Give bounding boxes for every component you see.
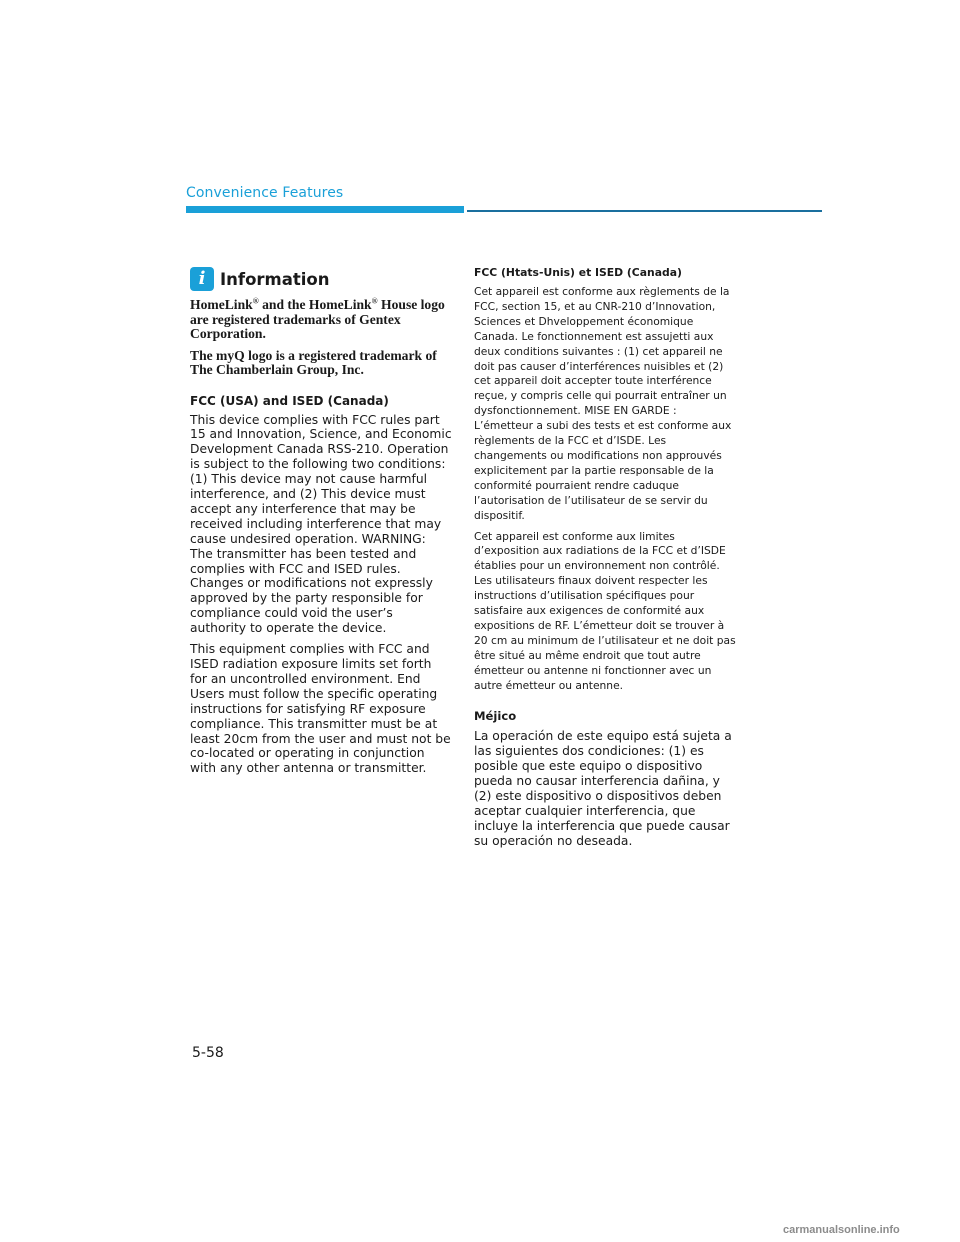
header-rule-thin bbox=[467, 210, 822, 212]
myq-trademark-note: The myQ logo is a registered trademark of The Chamberlain Group, Inc. bbox=[190, 347, 437, 377]
homelink-trademark-note: HomeLink® and the HomeLink® House logo are registered trademarks of Gentex Corporation. bbox=[190, 296, 445, 341]
fcc-fr-paragraph-1: Cet appareil est conforme aux règlements de la FCC, section 15, et au CNR-210 d’Innovation, Sciences et Dhveloppement économique Canada. Le fonctionnement est assujetti aux deux conditions suivantes : (1) cet appareil ne doit pas causer d’interférences nuisibles et (2) cet appareil doit accepter toute interférence reçue, y compris celle qui pourrait entraîner un dysfonctionnement. MISE EN GARDE : L’émetteur a subi des tests et est conforme aux règlements de la FCC et d’ISDE. Les changements ou modifications non approuvés explicitement par la partie responsable de la conformité pourraient rendre caduque l’autorisation de l’utilisateur de se servir du dispositif. bbox=[474, 285, 732, 522]
fcc-fr-heading: FCC (Htats-Unis) et ISED (Canada) bbox=[474, 266, 682, 279]
right-column bbox=[474, 266, 736, 849]
left-column bbox=[190, 266, 452, 782]
information-header bbox=[190, 266, 452, 292]
section-title: Convenience Features bbox=[186, 185, 344, 201]
header-rule-thick bbox=[186, 206, 464, 213]
page-number: 5-58 bbox=[192, 1045, 224, 1061]
watermark: carmanualsonline.info bbox=[783, 1224, 900, 1236]
fcc-usa-heading: FCC (USA) and ISED (Canada) bbox=[190, 393, 389, 408]
mexico-paragraph: La operación de este equipo está sujeta a las siguientes dos condiciones: (1) es posible que este equipo o dispositivo pueda no causar interferencia dañina, y (2) este dispositivo o dispositivos deben aceptar cualquier interferencia, que incluye la interferencia que puede causar su operación no deseada. bbox=[474, 729, 732, 848]
information-title: Information bbox=[220, 269, 330, 289]
fcc-fr-paragraph-2: Cet appareil est conforme aux limites d’exposition aux radiations de la FCC et d’ISDE établies pour un environnement non contrôlé. Les utilisateurs finaux doivent respecter les instructions d’utilisation spécifiques pour satisfaire aux exigences de conformité aux expositions de RF. L’émetteur doit se trouver à 20 cm au minimum de l’utilisateur et ne doit pas être situé au même endroit que tout autre émetteur ou antenne ni fonctionner avec un autre émetteur ou antenne. bbox=[474, 529, 736, 692]
info-icon: i bbox=[190, 267, 214, 291]
mexico-heading: Méjico bbox=[474, 709, 517, 724]
fcc-usa-paragraph-2: This equipment complies with FCC and ISED radiation exposure limits set forth for an uncontrolled environment. End Users must follow the specific operating instructions for satisfying RF exposure compliance. This transmitter must be at least 20cm from the user and must not be co-located or operating in conjunction with any other antenna or transmitter. bbox=[190, 642, 451, 776]
fcc-usa-paragraph-1: This device complies with FCC rules part 15 and Innovation, Science, and Economic Development Canada RSS-210. Operation is subject to the following two conditions: (1) This device may not cause harmful interference, and (2) This device must accept any interference that may be received including interference that may cause undesired operation. WARNING: The transmitter has been tested and complies with FCC and ISED rules. Changes or modifications not expressly approved by the party responsible for compliance could void the user’s authority to operate the device. bbox=[190, 412, 452, 636]
